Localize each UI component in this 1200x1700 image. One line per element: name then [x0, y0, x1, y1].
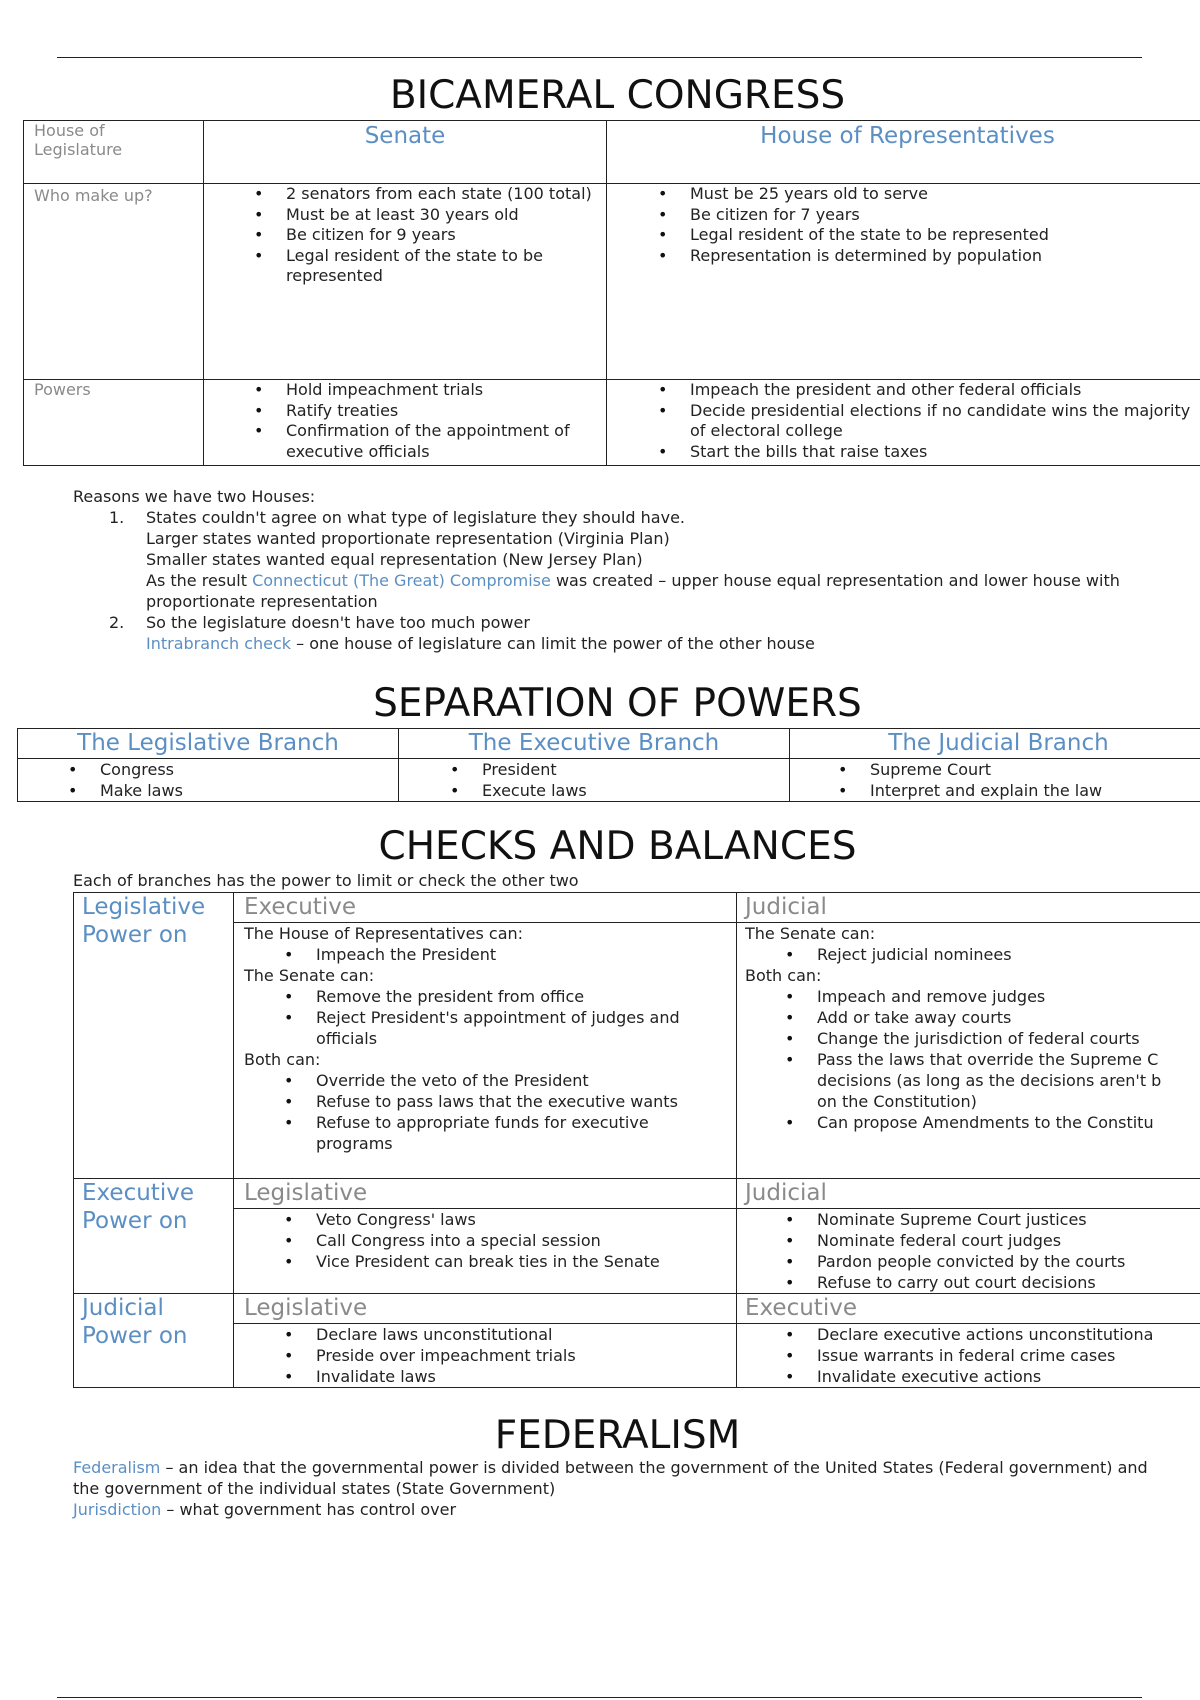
senate-who-cell	[204, 184, 607, 380]
row-label-powers: Powers	[24, 380, 204, 466]
federalism-section	[73, 1457, 1153, 1520]
list-item: • Reject President's appointment of judges and officials	[316, 1007, 726, 1049]
checks-row-label: Executive Power on	[74, 1179, 234, 1294]
separation-table	[17, 728, 1200, 802]
checks-intro: Each of branches has the power to limit or check the other two	[73, 871, 579, 890]
list-item: • Interpret and explain the law	[870, 780, 1200, 801]
checks-col-header: Judicial	[737, 893, 1200, 923]
list-item: • Impeach and remove judges	[817, 986, 1200, 1007]
list-item: • Supreme Court	[870, 759, 1200, 780]
house-powers-cell	[607, 380, 1200, 466]
list-item: • Ratify treaties	[286, 401, 596, 422]
list-item: • Reject judicial nominees	[817, 944, 1200, 965]
senate-powers-cell	[204, 380, 607, 466]
reasons-section	[73, 486, 1163, 654]
branch-cell	[18, 759, 399, 802]
list-item: • Preside over impeachment trials	[316, 1345, 726, 1366]
list-item: • Refuse to carry out court decisions	[817, 1272, 1200, 1293]
list-item: • Legal resident of the state to be represented	[286, 246, 596, 287]
list-item: • Impeach the president and other federal officials	[690, 380, 1198, 401]
branch-header: The Executive Branch	[399, 729, 790, 759]
bottom-rule	[57, 1697, 1142, 1698]
list-item: • Declare laws unconstitutional	[316, 1324, 726, 1345]
list-item: • Impeach the President	[316, 944, 726, 965]
list-item: • Add or take away courts	[817, 1007, 1200, 1028]
list-item: • Make laws	[100, 780, 398, 801]
checks-text-continued: on the Constitution)	[817, 1092, 977, 1111]
list-item: • Can propose Amendments to the Constitu	[817, 1112, 1200, 1133]
reason-line: Larger states wanted proportionate representation (Virginia Plan)	[146, 529, 670, 548]
reason-line: So the legislature doesn't have too much power	[146, 613, 530, 632]
checks-title: CHECKS AND BALANCES	[378, 824, 857, 869]
checks-text: The Senate can:	[745, 924, 876, 943]
checks-text: Both can:	[745, 966, 822, 985]
checks-col-header: Executive	[234, 893, 737, 923]
list-item: • Pardon people convicted by the courts	[817, 1251, 1200, 1272]
checks-col-header: Judicial	[737, 1179, 1200, 1209]
list-item: • Refuse to pass laws that the executive wants	[316, 1091, 726, 1112]
list-item: • Issue warrants in federal crime cases	[817, 1345, 1200, 1366]
list-item: • Veto Congress' laws	[316, 1209, 726, 1230]
list-item: • Congress	[100, 759, 398, 780]
house-who-cell	[607, 184, 1200, 380]
checks-text-continued: decisions (as long as the decisions aren't b	[817, 1071, 1162, 1090]
checks-cell	[234, 1324, 737, 1388]
checks-col-header: Legislative	[234, 1294, 737, 1324]
list-item: • Refuse to appropriate funds for executive programs	[316, 1112, 726, 1154]
checks-table	[73, 892, 1200, 1388]
jurisdiction-term: Jurisdiction	[73, 1500, 162, 1519]
list-item: • Be citizen for 7 years	[690, 205, 1198, 226]
checks-text: The Senate can:	[244, 966, 375, 985]
checks-cell	[234, 923, 737, 1179]
federalism-definition: Federalism – an idea that the governmental power is divided between the government of the United States (Federal government) and the government of the individual states (State Government)	[73, 1458, 1148, 1498]
reason-line: Smaller states wanted equal representation (New Jersey Plan)	[146, 550, 643, 569]
list-item: • Start the bills that raise taxes	[690, 442, 1198, 463]
list-item: • Must be at least 30 years old	[286, 205, 596, 226]
branch-cell	[399, 759, 790, 802]
house-header: House of Representatives	[607, 121, 1200, 184]
checks-text: Both can:	[244, 1050, 321, 1069]
checks-cell	[737, 1324, 1200, 1388]
federalism-term: Federalism	[73, 1458, 161, 1477]
list-item: • Legal resident of the state to be represented	[690, 225, 1198, 246]
list-item: • Nominate federal court judges	[817, 1230, 1200, 1251]
intrabranch-term: Intrabranch check	[146, 634, 292, 653]
list-item: • Hold impeachment trials	[286, 380, 596, 401]
bicameral-table	[23, 120, 1200, 466]
list-item: • Pass the laws that override the Supreme C	[817, 1049, 1200, 1070]
list-item: • Must be 25 years old to serve	[690, 184, 1198, 205]
compromise-term: Connecticut (The Great) Compromise	[252, 571, 551, 590]
list-item: • Vice President can break ties in the Senate	[316, 1251, 726, 1272]
reason-number: 2.	[109, 613, 125, 632]
federalism-title: FEDERALISM	[494, 1413, 741, 1458]
list-item: • Call Congress into a special session	[316, 1230, 726, 1251]
row-label-who: Who make up?	[24, 184, 204, 380]
top-rule	[57, 57, 1142, 58]
list-item: • Change the jurisdiction of federal courts	[817, 1028, 1200, 1049]
list-item: • Be citizen for 9 years	[286, 225, 596, 246]
checks-cell	[737, 923, 1200, 1179]
list-item: • Declare executive actions unconstitutiona	[817, 1324, 1200, 1345]
branch-cell	[790, 759, 1200, 802]
reason-line: States couldn't agree on what type of legislature they should have.	[146, 508, 685, 527]
checks-cell	[737, 1209, 1200, 1294]
jurisdiction-definition: Jurisdiction – what government has control over	[73, 1500, 457, 1519]
branch-header: The Judicial Branch	[790, 729, 1200, 759]
bicameral-title: BICAMERAL CONGRESS	[389, 73, 846, 118]
list-item: • Decide presidential elections if no candidate wins the majority of electoral college	[690, 401, 1198, 442]
bicameral-header-label: House of Legislature	[24, 121, 204, 184]
list-item: • Invalidate executive actions	[817, 1366, 1200, 1387]
checks-row-label: Judicial Power on	[74, 1294, 234, 1388]
checks-cell	[234, 1209, 737, 1294]
checks-col-header: Executive	[737, 1294, 1200, 1324]
reason-result: As the result Connecticut (The Great) Compromise was created – upper house equal representation and lower house with proportionate representation	[146, 571, 1120, 611]
checks-text: The House of Representatives can:	[244, 924, 524, 943]
list-item: • Representation is determined by population	[690, 246, 1198, 267]
checks-col-header: Legislative	[234, 1179, 737, 1209]
reason-number: 1.	[109, 508, 125, 527]
list-item: • Nominate Supreme Court justices	[817, 1209, 1200, 1230]
list-item: • 2 senators from each state (100 total)	[286, 184, 596, 205]
list-item: • Execute laws	[482, 780, 789, 801]
list-item: • Confirmation of the appointment of executive officials	[286, 421, 596, 462]
list-item: • Invalidate laws	[316, 1366, 726, 1387]
reasons-intro: Reasons we have two Houses:	[73, 487, 316, 506]
reason-definition: Intrabranch check – one house of legislature can limit the power of the other house	[146, 634, 815, 653]
separation-title: SEPARATION OF POWERS	[373, 681, 862, 726]
list-item: • President	[482, 759, 789, 780]
list-item: • Override the veto of the President	[316, 1070, 726, 1091]
checks-row-label: Legislative Power on	[74, 893, 234, 1179]
senate-header: Senate	[204, 121, 607, 184]
branch-header: The Legislative Branch	[18, 729, 399, 759]
list-item: • Remove the president from office	[316, 986, 726, 1007]
